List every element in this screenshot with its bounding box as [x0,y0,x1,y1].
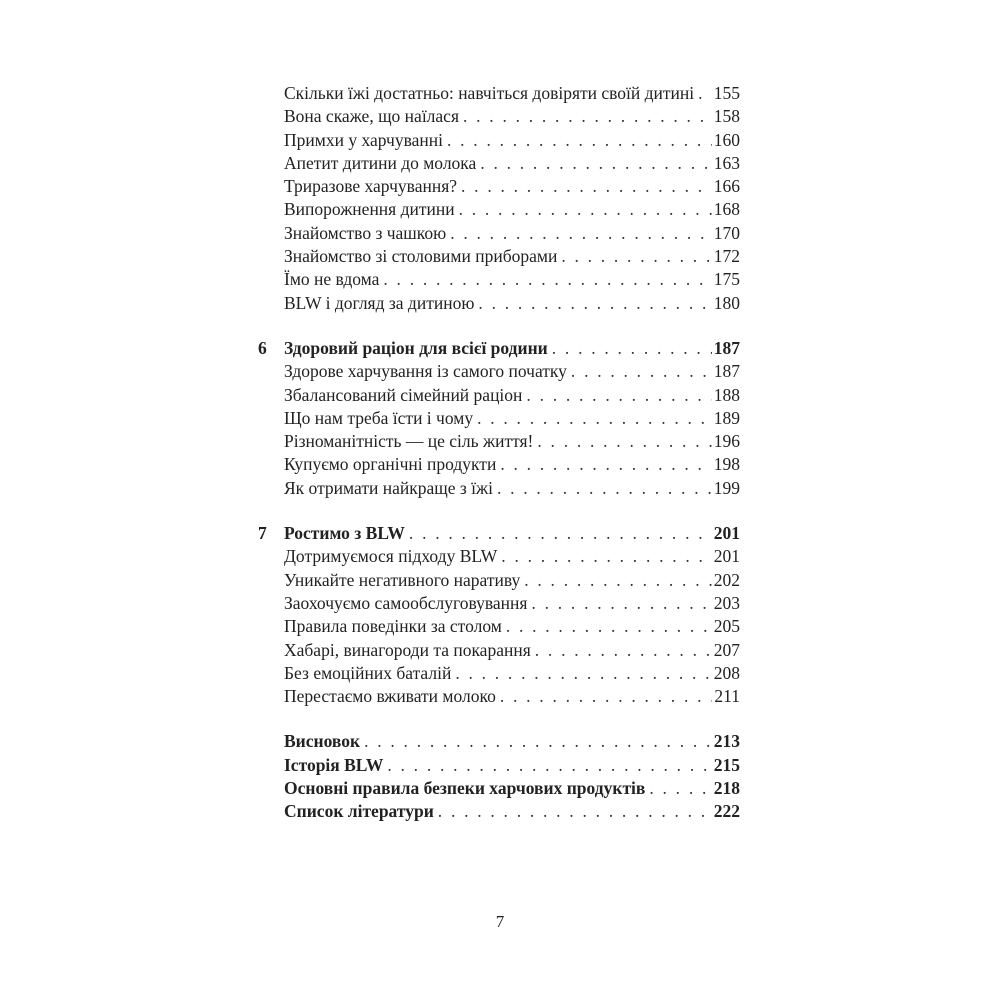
chapter-page: 201 [713,523,740,544]
toc-entry-page: 188 [713,384,740,405]
toc-entry-title: Знайомство з чашкою [284,222,447,243]
dot-leader [571,360,712,383]
toc-entry-title: Різноманітність — це сіль життя! [284,431,534,452]
dot-leader [459,198,712,221]
toc-entry-title: Примхи у харчуванні [284,129,443,150]
dot-leader [500,453,711,476]
dot-leader [497,477,712,500]
toc-entry[interactable] [258,175,740,198]
back-matter-title: Висновок [284,731,361,752]
table-of-contents [258,82,740,846]
toc-entry[interactable] [258,152,740,175]
back-matter-page: 213 [713,731,740,752]
toc-entry-title: Перестаємо вживати молоко [284,686,496,707]
dot-leader [447,129,712,152]
dot-leader [461,175,712,198]
toc-entry-page: 205 [713,616,740,637]
dot-leader [524,569,712,592]
page-number: 7 [495,912,505,931]
dot-leader [698,82,712,105]
dot-leader [537,430,711,453]
toc-entry-page: 203 [713,592,740,613]
toc-entry-title: Уникайте негативного наративу [284,569,521,590]
dot-leader [438,800,712,823]
toc-entry-title: Правила поведінки за столом [284,616,502,637]
chapter-heading[interactable] [258,337,740,360]
dot-leader [477,407,712,430]
chapter-number: 7 [258,523,267,544]
toc-entry-title: Хабарі, винагороди та покарання [284,639,531,660]
dot-leader [450,222,712,245]
toc-entry[interactable] [258,105,740,128]
dot-leader [531,592,711,615]
toc-entry-title: Триразове харчування? [284,176,458,197]
dot-leader [535,639,712,662]
toc-entry[interactable] [258,82,740,105]
toc-entry-page: 170 [713,222,740,243]
toc-entry-page: 198 [713,454,740,475]
toc-entry[interactable] [258,268,740,291]
back-matter-entry[interactable] [258,730,740,753]
toc-entry-title: Збалансований сімейний раціон [284,384,523,405]
toc-entry-title: Скільки їжі достатньо: навчіться довіряти своїй дитині [284,83,695,103]
toc-entry[interactable] [258,545,740,568]
toc-entry[interactable] [258,129,740,152]
dot-leader [526,384,711,407]
dot-leader [501,545,711,568]
toc-entry-page: 189 [713,407,740,428]
toc-entry[interactable] [258,407,740,430]
toc-chapter-6 [258,337,740,500]
dot-leader [552,337,712,360]
dot-leader [506,615,712,638]
toc-entry-title: Здорове харчування із самого початку [284,361,567,382]
dot-leader [383,268,711,291]
toc-entry[interactable] [258,477,740,500]
toc-entry-title: Вона скаже, що наїлася [284,106,459,127]
toc-entry-page: 208 [713,662,740,683]
back-matter-entry[interactable] [258,754,740,777]
toc-entry-title: Купуємо органічні продукти [284,454,497,475]
toc-entry-title: BLW і догляд за дитиною [284,292,475,313]
toc-entry[interactable] [258,222,740,245]
back-matter-title: Основні правила безпеки харчових продуктів [284,778,646,799]
toc-entry-title: Дотримуємося підходу BLW [284,546,498,567]
toc-entry-page: 196 [713,431,740,452]
back-matter-title: Список літератури [284,801,434,822]
toc-entry[interactable] [258,615,740,638]
back-matter-title: Історія BLW [284,754,384,775]
toc-entry-title: Заохочуємо самообслуговування [284,592,528,613]
toc-entry-page: 202 [713,569,740,590]
toc-entry[interactable] [258,453,740,476]
toc-entry[interactable] [258,198,740,221]
chapter-number: 6 [258,337,267,358]
toc-entry-page: 211 [714,686,740,707]
toc-entry[interactable] [258,360,740,383]
toc-section-continued [258,82,740,315]
toc-entry-title: Їмо не вдома [284,269,380,290]
back-matter-page: 215 [713,754,740,775]
dot-leader [463,105,712,128]
toc-entry-page: 172 [713,246,740,267]
toc-entry-page: 199 [713,477,740,498]
back-matter-entry[interactable] [258,800,740,823]
toc-entry-page: 180 [713,292,740,313]
toc-entry[interactable] [258,430,740,453]
toc-entry-page: 155 [713,83,740,103]
toc-entry-page: 187 [713,361,740,382]
toc-entry-page: 207 [713,639,740,660]
toc-entry[interactable] [258,592,740,615]
toc-entry-page: 175 [713,269,740,290]
dot-leader [478,292,711,315]
toc-entry-title: Без емоційних баталій [284,662,452,683]
toc-entry[interactable] [258,639,740,662]
toc-entry-title: Випорожнення дитини [284,199,455,220]
toc-entry[interactable] [258,662,740,685]
toc-entry-page: 168 [713,199,740,220]
toc-entry-title: Що нам треба їсти і чому [284,407,474,428]
toc-entry-title: Знайомство зі столовими приборами [284,246,558,267]
dot-leader [480,152,711,175]
toc-entry[interactable] [258,685,740,708]
dot-leader [364,730,712,753]
dot-leader [500,685,713,708]
toc-entry-page: 166 [713,176,740,197]
toc-entry[interactable] [258,292,740,315]
toc-entry-page: 158 [713,106,740,127]
dot-leader [455,662,711,685]
chapter-title: Ростимо з BLW [284,523,405,544]
toc-chapter-7 [258,522,740,708]
back-matter-entry[interactable] [258,777,740,800]
dot-leader [649,777,711,800]
back-matter-page: 222 [713,801,740,822]
toc-back-matter [258,730,740,823]
toc-entry[interactable] [258,245,740,268]
chapter-title: Здоровий раціон для всієї родини [284,337,548,358]
chapter-heading[interactable] [258,522,740,545]
toc-entry-page: 163 [713,152,740,173]
toc-entry[interactable] [258,569,740,592]
back-matter-page: 218 [713,778,740,799]
dot-leader [387,754,711,777]
toc-entry[interactable] [258,384,740,407]
dot-leader [409,522,712,545]
toc-entry-title: Як отримати найкраще з їжі [284,477,493,498]
toc-entry-page: 201 [713,546,740,567]
chapter-page: 187 [713,337,740,358]
dot-leader [561,245,711,268]
toc-entry-page: 160 [713,129,740,150]
toc-entry-title: Апетит дитини до молока [284,152,477,173]
